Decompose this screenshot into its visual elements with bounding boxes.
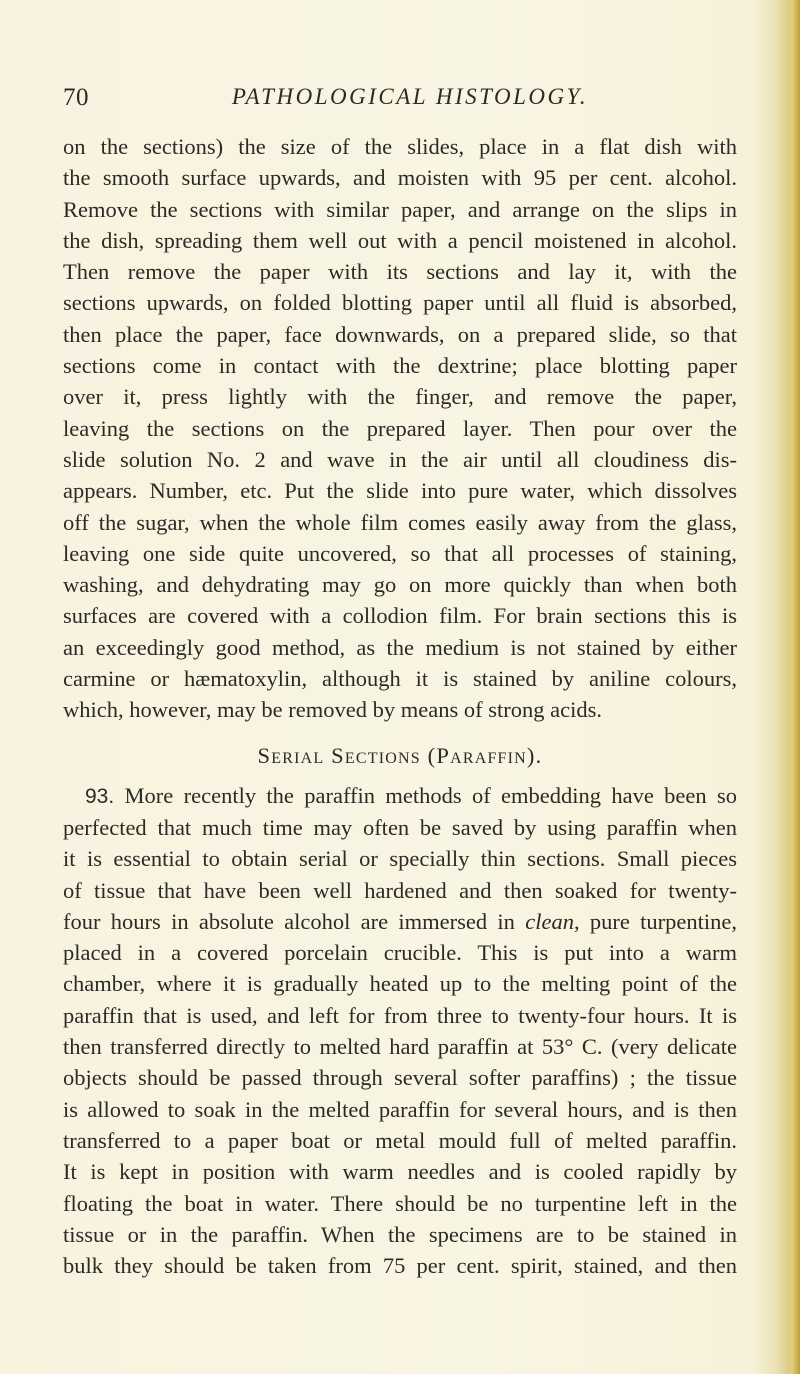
text-line: is allowed to soak in the melted paraffin for several hours, and is then [63, 1096, 737, 1122]
paragraph-number: 93. [85, 784, 115, 808]
text-line: leaving the sections on the prepared layer. Then pour over the [63, 415, 737, 441]
text-line: which, however, may be removed by means of strong acids. [63, 697, 602, 723]
text-line: bulk they should be taken from 75 per cent. spirit, stained, and then [63, 1253, 737, 1279]
text-fragment: More recently the paraffin methods of embedding have been so [124, 782, 738, 808]
text-line: It is kept in position with warm needles and is cooled rapidly by [63, 1159, 737, 1185]
text-line: carmine or hæmatoxylin, although it is stained by aniline colours, [63, 666, 737, 692]
text-line: paraffin that is used, and left for from three to twenty-four hours. It is [63, 1002, 737, 1028]
text-line: tissue or in the paraffin. When the specimens are to be stained in [63, 1221, 737, 1247]
paragraph-93 [63, 780, 737, 1282]
page-header [0, 84, 800, 124]
text-line [63, 906, 737, 937]
text-line: an exceedingly good method, as the medium is not stained by either [63, 634, 737, 660]
text-line: of tissue that have been well hardened and then soaked for twenty- [63, 877, 737, 903]
text-line: transferred to a paper boat or metal mould full of melted paraffin. [63, 1127, 737, 1153]
text-line: then transferred directly to melted hard paraffin at 53° C. (very delicate [63, 1034, 737, 1060]
text-line: objects should be passed through several softer paraffins) ; the tissue [63, 1065, 737, 1091]
italic-word: clean [525, 908, 574, 934]
page-edge-shading [786, 0, 800, 1374]
page-number: 70 [63, 84, 89, 111]
text-line: perfected that much time may often be saved by using paraffin when [63, 814, 737, 840]
text-line: sections upwards, on folded blotting paper until all fluid is absorbed, [63, 290, 737, 316]
text-line [63, 780, 737, 812]
text-line: on the sections) the size of the slides, place in a flat dish with [63, 134, 737, 159]
text-fragment: , pure turpentine, [573, 908, 738, 934]
text-line: floating the boat in water. There should be no turpentine left in the [63, 1190, 737, 1216]
running-head: PATHOLOGICAL HISTOLOGY. [231, 84, 589, 109]
text-line: leaving one side quite uncovered, so that all processes of staining, [63, 540, 737, 566]
text-line: placed in a covered porcelain crucible. This is put into a warm [63, 940, 737, 966]
text-line: the smooth surface upwards, and moisten with 95 per cent. alcohol. [63, 165, 737, 191]
text-line: Remove the sections with similar paper, and arrange on the slips in [63, 196, 737, 222]
text-line: washing, and dehydrating may go on more quickly than when both [63, 572, 737, 598]
text-line: slide solution No. 2 and wave in the air until all cloudiness dis- [63, 446, 737, 472]
text-line: appears. Number, etc. Put the slide into pure water, which dissolves [63, 478, 737, 504]
text-fragment: four hours in absolute alcohol are immersed in [63, 908, 526, 934]
text-line: off the sugar, when the whole film comes easily away from the glass, [63, 509, 737, 535]
text-line: over it, press lightly with the finger, and remove the paper, [63, 384, 737, 410]
text-line: Then remove the paper with its sections and lay it, with the [63, 259, 737, 285]
text-line: surfaces are covered with a collodion film. For brain sections this is [63, 603, 737, 629]
paragraph-continued [63, 131, 737, 726]
text-line: it is essential to obtain serial or specially thin sections. Small pieces [63, 846, 737, 872]
text-line: sections come in contact with the dextrine; place blotting paper [63, 353, 737, 379]
body-text [63, 131, 737, 1281]
text-line: then place the paper, face downwards, on a prepared slide, so that [63, 321, 737, 347]
section-heading: Serial Sections (Paraffin). [257, 742, 543, 768]
text-line: chamber, where it is gradually heated up to the melting point of the [63, 971, 737, 997]
text-line: the dish, spreading them well out with a pencil moistened in alcohol. [63, 227, 737, 253]
